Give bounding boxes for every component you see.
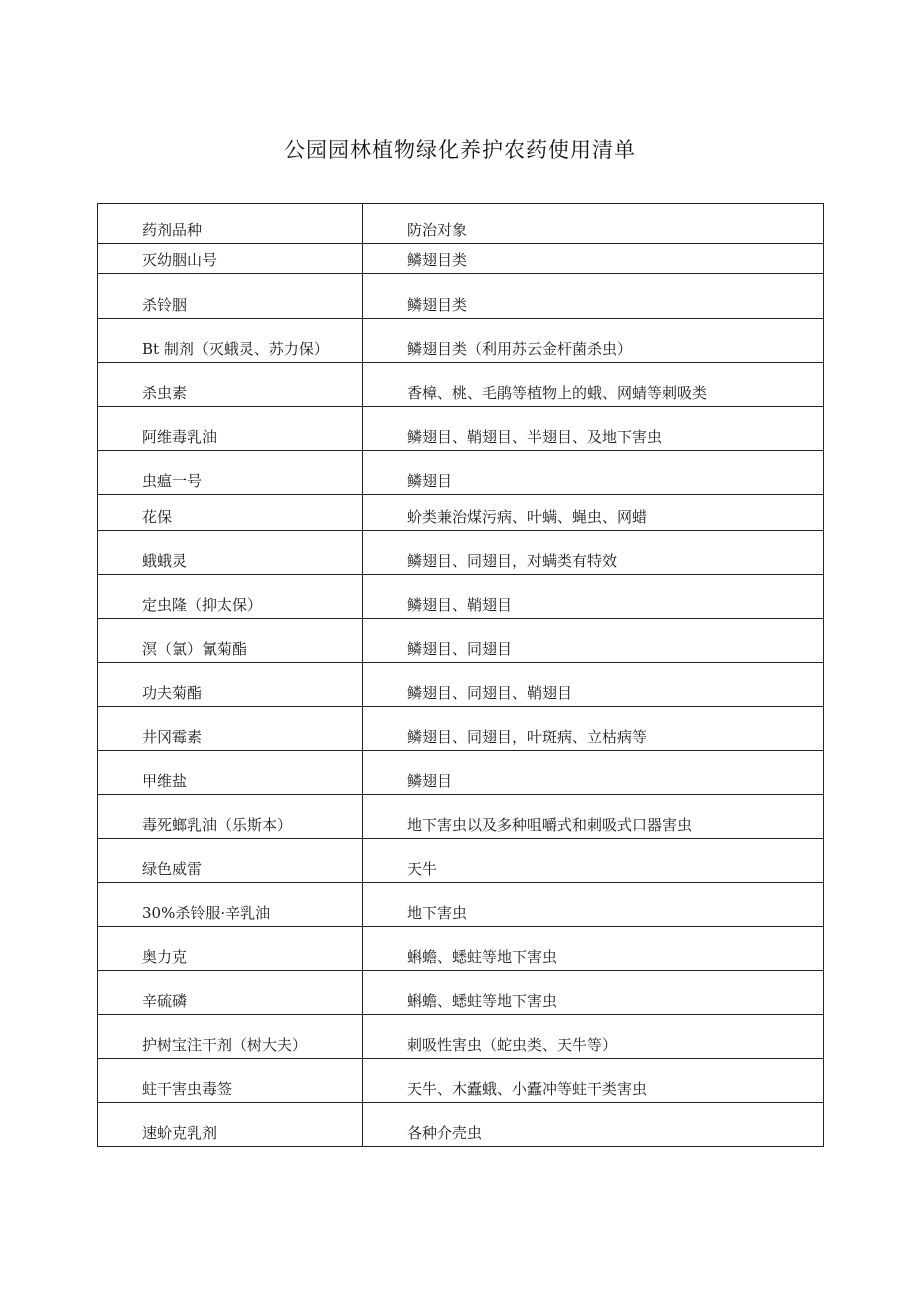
pesticide-name: 溟（氯）氰菊酯 [98, 619, 363, 663]
control-target: 蝌蟾、蟋蛀等地下害虫 [363, 927, 824, 971]
pesticide-name: 功夫菊酯 [98, 663, 363, 707]
control-target: 鳞翅目、同翅目、鞘翅目 [363, 663, 824, 707]
control-target: 天牛、木蠹蛾、小蠹冲等蛀干类害虫 [363, 1059, 824, 1103]
control-target: 各种介壳虫 [363, 1103, 824, 1147]
control-target: 香樟、桃、毛鹃等植物上的蛾、网蜻等刺吸类 [363, 363, 824, 407]
control-target: 鳞翅目 [363, 451, 824, 495]
pesticide-name: 花保 [98, 495, 363, 531]
pesticide-name: 阿维毒乳油 [98, 407, 363, 451]
control-target: 鳞翅目、同翅目，叶斑病、立枯病等 [363, 707, 824, 751]
control-target: 鳞翅目、同翅目 [363, 619, 824, 663]
pesticide-name: 速蚧克乳剂 [98, 1103, 363, 1147]
table-row [98, 363, 824, 407]
control-target: 蝌蟾、蟋蛀等地下害虫 [363, 971, 824, 1015]
table-row [98, 531, 824, 575]
pesticide-name: 绿色威雷 [98, 839, 363, 883]
table-row [98, 319, 824, 363]
table-row [98, 883, 824, 927]
control-target: 鳞翅目类（利用苏云金杆菌杀虫） [363, 319, 824, 363]
pesticide-name: 毒死螂乳油（乐斯本） [98, 795, 363, 839]
table-row [98, 407, 824, 451]
table-row [98, 927, 824, 971]
pesticide-name: 井冈霉素 [98, 707, 363, 751]
control-target: 蚧类兼治煤污病、叶螨、蝇虫、网蜡 [363, 495, 824, 531]
table-row [98, 495, 824, 531]
pesticide-name: Bt 制剂（灭蛾灵、苏力保） [98, 319, 363, 363]
pesticide-name: 定虫隆（抑太保） [98, 575, 363, 619]
table-row [98, 707, 824, 751]
table-row [98, 274, 824, 319]
control-target: 鳞翅目、鞘翅目、半翅目、及地下害虫 [363, 407, 824, 451]
table-row [98, 1059, 824, 1103]
control-target: 天牛 [363, 839, 824, 883]
table-row [98, 1015, 824, 1059]
pesticide-name: 30%杀铃服·辛乳油 [98, 883, 363, 927]
table-row [98, 575, 824, 619]
control-target: 鳞翅目类 [363, 244, 824, 274]
pesticide-name: 蛾蛾灵 [98, 531, 363, 575]
table-row [98, 1103, 824, 1147]
header-pesticide-type: 药剂品种 [98, 204, 363, 244]
pesticide-name: 蛀干害虫毒签 [98, 1059, 363, 1103]
control-target: 地下害虫以及多种咀嚼式和刺吸式口器害虫 [363, 795, 824, 839]
page-title: 公园园林植物绿化养护农药使用清单 [284, 138, 636, 162]
control-target: 鳞翅目 [363, 751, 824, 795]
pesticide-name: 杀虫素 [98, 363, 363, 407]
control-target: 地下害虫 [363, 883, 824, 927]
pesticide-name: 辛硫磷 [98, 971, 363, 1015]
table-row [98, 663, 824, 707]
pesticide-name: 甲维盐 [98, 751, 363, 795]
pesticide-name: 灭幼胭山号 [98, 244, 363, 274]
table-row [98, 751, 824, 795]
table-row [98, 839, 824, 883]
header-control-target: 防治对象 [363, 204, 824, 244]
table-row [98, 971, 824, 1015]
pesticide-name: 虫瘟一号 [98, 451, 363, 495]
pesticide-table [97, 203, 824, 1147]
pesticide-name: 杀铃胭 [98, 274, 363, 319]
pesticide-name: 奥力克 [98, 927, 363, 971]
control-target: 鳞翅目、鞘翅目 [363, 575, 824, 619]
control-target: 刺吸性害虫（蛇虫类、天牛等） [363, 1015, 824, 1059]
control-target: 鳞翅目、同翅目，对螨类有特效 [363, 531, 824, 575]
table-row [98, 619, 824, 663]
table-row [98, 244, 824, 274]
control-target: 鳞翅目类 [363, 274, 824, 319]
table-row [98, 451, 824, 495]
table-row [98, 795, 824, 839]
table-header-row [98, 204, 824, 244]
pesticide-name: 护树宝注干剂（树大夫） [98, 1015, 363, 1059]
